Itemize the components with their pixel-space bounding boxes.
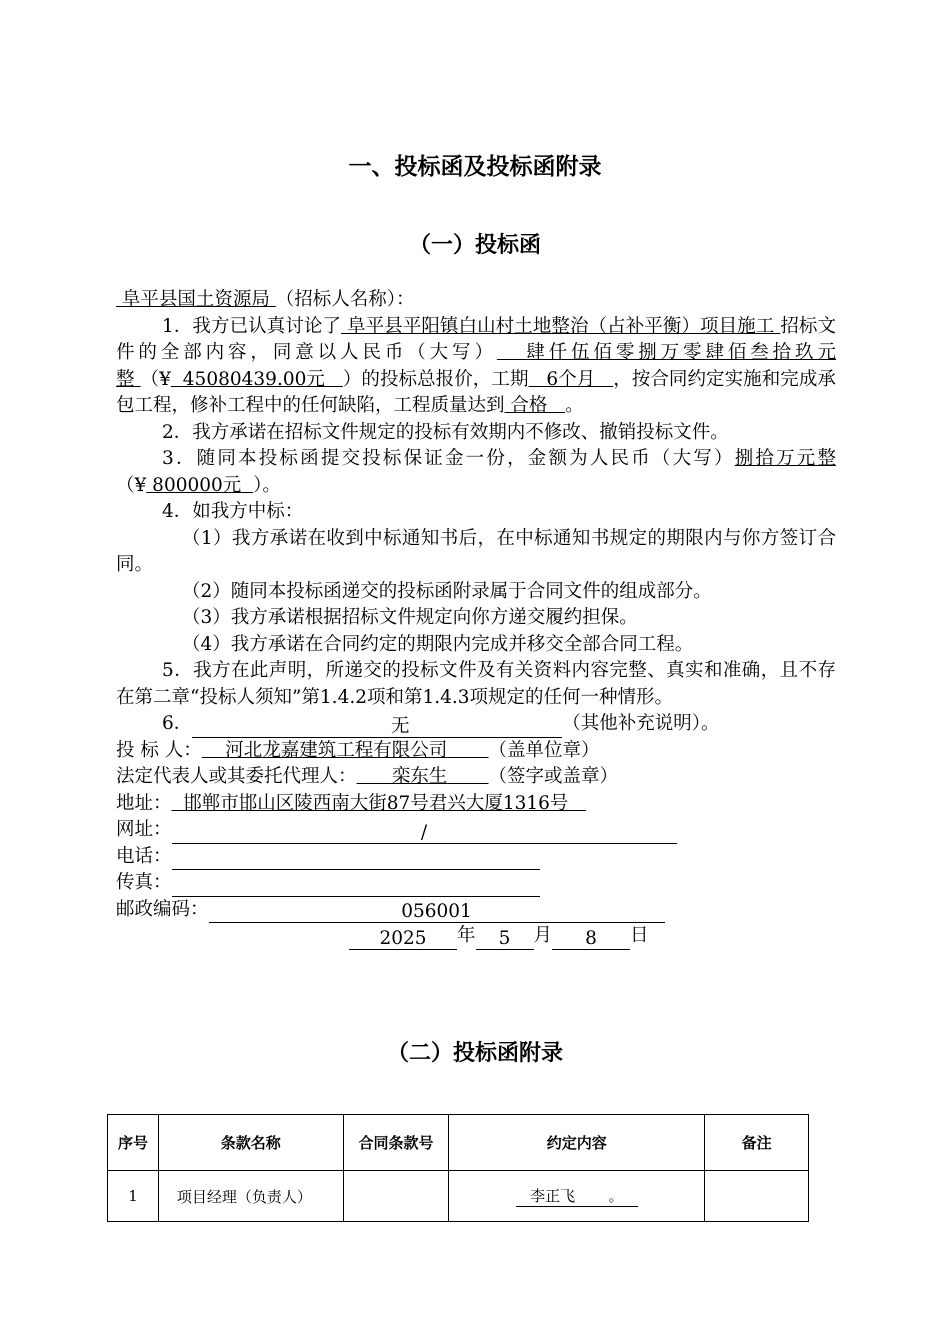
section-title-appendix: （二）投标函附录 bbox=[386, 1041, 563, 1066]
project-name: 阜平县平阳镇白山村土地整治（占补平衡）项目施工 bbox=[347, 315, 775, 337]
date-day: 8 bbox=[552, 928, 630, 950]
other-notes-field: 无 bbox=[192, 716, 562, 738]
bid-amount-number: 45080439.00元 bbox=[182, 368, 325, 390]
representative-line: 法定代表人或其委托代理人： 栾东生 （签字或盖章） bbox=[116, 766, 619, 787]
clause-4-title: 4．如我方中标： bbox=[162, 501, 304, 522]
deposit-number: 800000元 bbox=[152, 474, 242, 496]
bid-amount-words: 肆仟伍佰零捌万零肆佰叁拾玖元整 bbox=[116, 342, 836, 390]
col-header-content: 约定内容 bbox=[449, 1115, 705, 1171]
address-line: 地址： 邯郸市邯山区陵西南大街87号君兴大厦1316号 bbox=[116, 791, 836, 818]
cell-content: 李正飞 。 bbox=[449, 1171, 705, 1222]
recipient-name: 阜平县国土资源局 bbox=[121, 289, 270, 310]
bidder-name: 河北龙嘉建筑工程有限公司 bbox=[225, 739, 448, 761]
phone-field bbox=[172, 848, 540, 870]
clause-6: 6． 无 （其他补充说明）。 bbox=[162, 713, 720, 737]
fax-line: 传真： bbox=[116, 870, 836, 897]
col-header-name: 条款名称 bbox=[158, 1115, 343, 1171]
postcode-field: 056001 bbox=[209, 901, 665, 923]
address-value: 邯郸市邯山区陵西南大街87号君兴大厦1316号 bbox=[183, 792, 569, 814]
cell-clause bbox=[343, 1171, 449, 1222]
col-header-note: 备注 bbox=[705, 1115, 809, 1171]
deposit-words: 捌拾万元整 bbox=[734, 448, 836, 469]
section-title-letter: （一）投标函 bbox=[408, 233, 541, 258]
recipient-line bbox=[116, 287, 836, 314]
bidder-line: 投 标 人： 河北龙嘉建筑工程有限公司 （盖单位章） bbox=[116, 739, 600, 761]
appendix-table bbox=[107, 1114, 809, 1222]
date-month: 5 bbox=[476, 928, 534, 950]
date-year: 2025 bbox=[349, 928, 457, 950]
clause-2: 2．我方承诺在招标文件规定的投标有效期内不修改、撤销投标文件。 bbox=[162, 421, 729, 443]
cell-note bbox=[705, 1171, 809, 1222]
cell-no: 1 bbox=[108, 1171, 159, 1222]
postcode-line: 邮政编码： 056001 bbox=[116, 897, 836, 924]
website-field: / bbox=[172, 822, 677, 844]
quality-target: 合格 bbox=[510, 395, 548, 416]
clause-4-item: （3）我方承诺根据招标文件规定向你方递交履约担保。 bbox=[182, 607, 638, 628]
table-row bbox=[108, 1171, 809, 1222]
col-header-no: 序号 bbox=[108, 1115, 159, 1171]
cell-name: 项目经理（负责人） bbox=[158, 1171, 343, 1222]
letter-body bbox=[116, 287, 836, 950]
recipient-suffix: （招标人名称）： bbox=[275, 289, 415, 310]
clause-4-item: （1）我方承诺在收到中标通知书后，在中标通知书规定的期限内与你方签订合同。 bbox=[116, 527, 836, 575]
construction-period: 6个月 bbox=[546, 368, 596, 390]
fax-field bbox=[172, 875, 540, 897]
table-header-row bbox=[108, 1115, 809, 1171]
clause-4-item: （2）随同本投标函递交的投标函附录属于合同文件的组成部分。 bbox=[182, 580, 712, 602]
clause-4-item: （4）我方承诺在合同约定的期限内完成并移交全部合同工程。 bbox=[182, 633, 694, 655]
date-line: 2025 年 5 月 8 日 bbox=[116, 923, 836, 950]
website-line: 网址： / bbox=[116, 817, 836, 844]
clause-5: 5．我方在此声明，所递交的投标文件及有关资料内容完整、真实和准确，且不存在第二章“投标人须知”第1.4.2项和第1.4.3项规定的任何一种情形。 bbox=[116, 660, 836, 708]
col-header-clause: 合同条款号 bbox=[343, 1115, 449, 1171]
clause-1: 1．我方已认真讨论了 阜平县平阳镇白山村土地整治（占补平衡）项目施工 招标文件的全部内容，同意以人民币（大写） 肆仟伍佰零捌万零肆佰叁拾玖元整 （¥ 45080439.00元 ）的投标总报价，工期 6个月 ，按合同约定实施和完成承包工程，修补工程中的任何缺陷，工程质量达到 合格 。 bbox=[116, 315, 836, 416]
page-title: 一、投标函及投标函附录 bbox=[348, 154, 602, 180]
representative-name: 栾东生 bbox=[391, 766, 448, 787]
phone-line: 电话： bbox=[116, 844, 836, 871]
clause-3: 3．随同本投标函提交投标保证金一份，金额为人民币（大写）捌拾万元整（¥ 800000元 ）。 bbox=[116, 448, 836, 496]
